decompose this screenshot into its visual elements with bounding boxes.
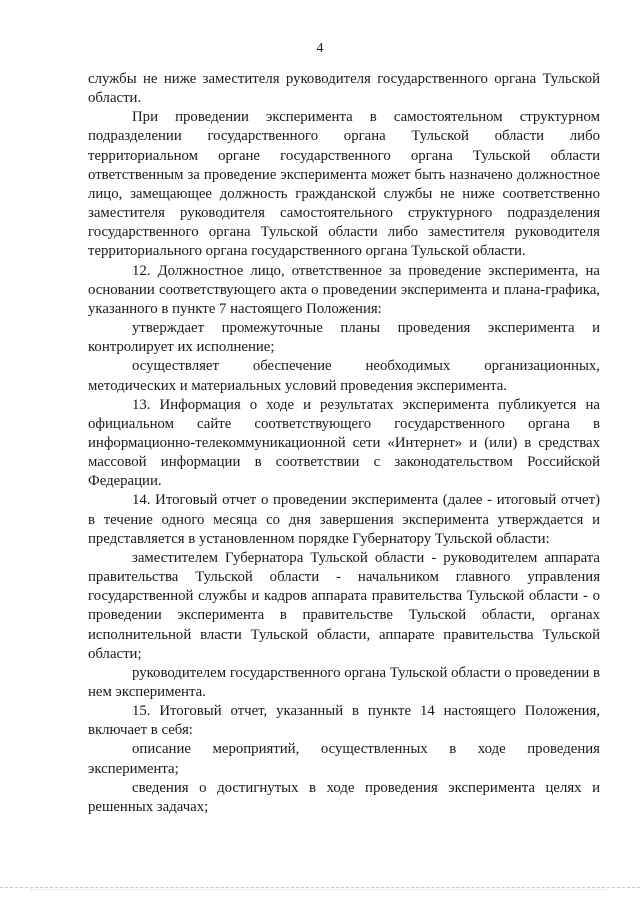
paragraph-item-13: 13. Информация о ходе и результатах эксперимента публикуется на официальном сайте соответствующего государственного органа в информационно-телекоммуникационной сети «Интернет» и (или) в средствах массовой информации в соответствии с законодательством Российской Федерации.	[88, 396, 600, 490]
paragraph-item-12-provides: осуществляет обеспечение необходимых организационных, методических и материальных условий проведения эксперимента.	[88, 358, 600, 394]
scan-artifact-line	[0, 887, 640, 888]
paragraph-item-14-deputy-governor: заместителем Губернатора Тульской области - руководителем аппарата правительства Тульской области - начальником главного управления государственной службы и кадров аппарата правительства Тульской области - о проведении эксперимента в правительстве Тульской области, органах исполнительной власти Тульской области, аппарате правительства Тульской области;	[88, 549, 600, 662]
paragraph-item-15-description: описание мероприятий, осуществленных в ходе проведения эксперимента;	[88, 741, 600, 777]
paragraph-continuation: службы не ниже заместителя руководителя государственного органа Тульской области.	[88, 71, 600, 107]
paragraph-item-12-approves: утверждает промежуточные планы проведения эксперимента и контролирует их исполнение;	[88, 320, 600, 356]
paragraph-item-14-head: руководителем государственного органа Тульской области о проведении в нем эксперимента.	[88, 664, 600, 700]
document-body	[88, 70, 600, 817]
page-number: 4	[316, 41, 324, 56]
paragraph-item-15-results: сведения о достигнутых в ходе проведения эксперимента целях и решенных задачах;	[88, 779, 600, 815]
scan-artifact-line-secondary	[30, 889, 610, 890]
paragraph-item-12: 12. Должностное лицо, ответственное за проведение эксперимента, на основании соответствующего акта о проведении эксперимента и плана-графика, указанного в пункте 7 настоящего Положения:	[88, 262, 600, 317]
paragraph-responsible-official: При проведении эксперимента в самостоятельном структурном подразделении государственного органа Тульской области либо территориальном органе государственного органа Тульской области ответственным за проведение эксперимента может быть назначено должностное лицо, замещающее должность гражданской службы не ниже соответственно заместителя руководителя самостоятельного структурного подразделения государственного органа Тульской области либо заместителя руководителя территориального органа государственного органа Тульской области.	[88, 109, 600, 260]
paragraph-item-14: 14. Итоговый отчет о проведении эксперимента (далее - итоговый отчет) в течение одного месяца со дня завершения эксперимента утверждается и представляется в установленном порядке Губернатору Тульской области:	[88, 492, 600, 547]
paragraph-item-15: 15. Итоговый отчет, указанный в пункте 14 настоящего Положения, включает в себя:	[88, 703, 600, 739]
